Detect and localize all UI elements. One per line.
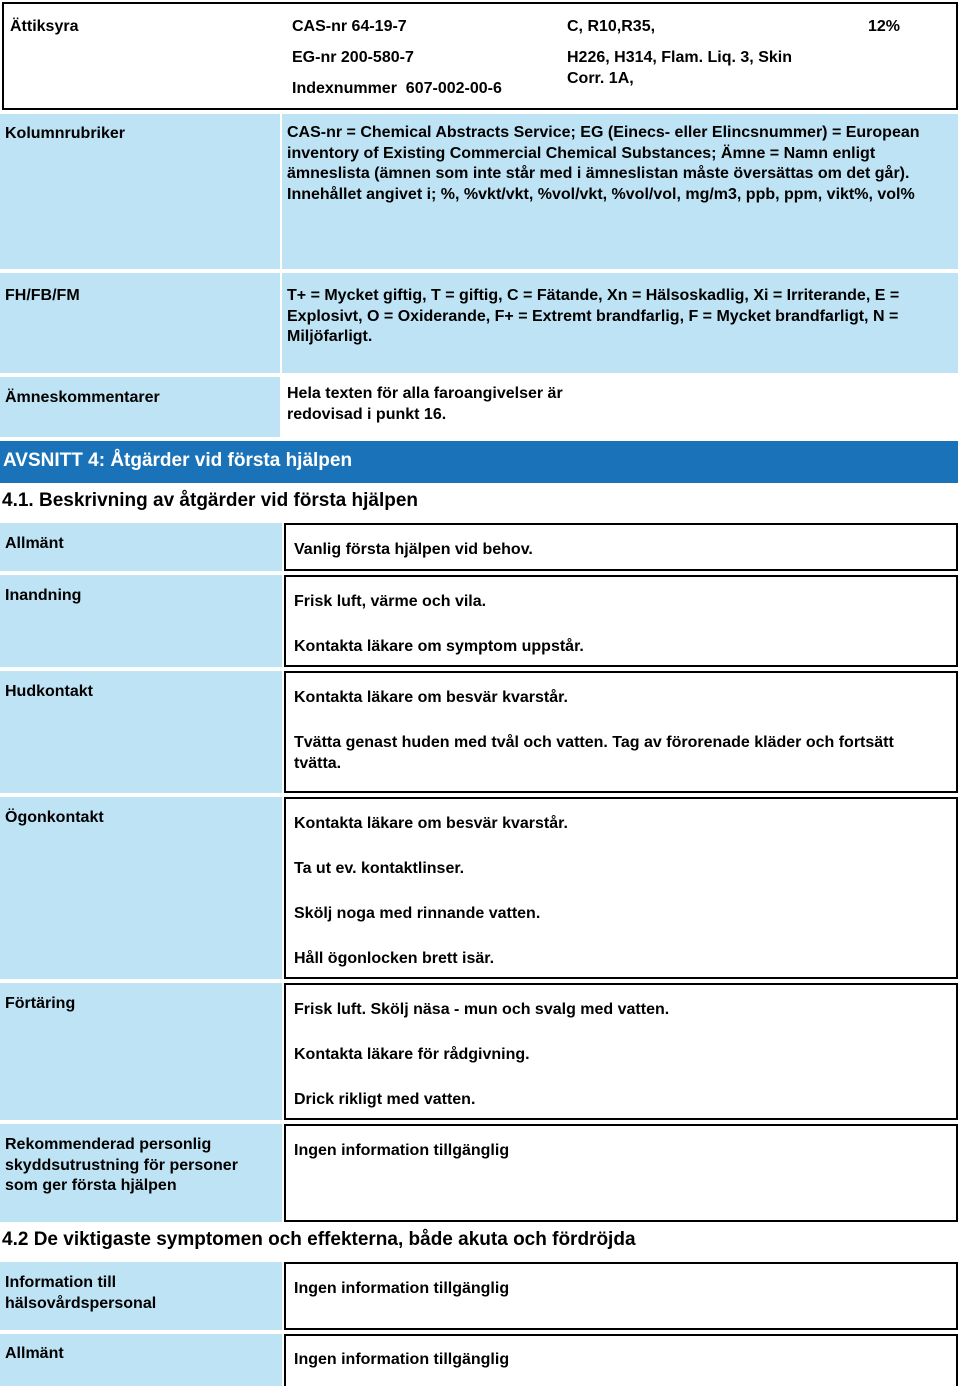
fh-text: T+ = Mycket giftig, T = giftig, C = Fätande, Xn = Hälsoskadlig, Xi = Irriterande, E = Explosivt, O = Oxiderande, F+ = Extremt brandfarlig, F = Mycket brandfarligt, N = Miljöfarligt.	[282, 273, 958, 373]
eye-line-3: Skölj noga med rinnande vatten.	[294, 905, 541, 922]
eye-line-4: Håll ögonlocken brett isär.	[294, 950, 495, 967]
classification-line-1: C, R10,R35,	[567, 18, 656, 35]
eye-line-1: Kontakta läkare om besvär kvarstår.	[294, 815, 568, 832]
section-4-heading: AVSNITT 4: Åtgärder vid första hjälpen	[0, 441, 958, 483]
columns-label: Kolumnrubriker	[0, 114, 280, 269]
row-label-ppe: Rekommenderad personlig skyddsutrustning för personer som ger första hjälpen	[0, 1124, 282, 1222]
row-value-health-personnel	[284, 1262, 958, 1330]
skin-line-2: Tvätta genast huden med tvål och vatten. Tag av förorenade kläder och fortsätt tvätta.	[294, 734, 894, 772]
eye-line-2: Ta ut ev. kontaktlinser.	[294, 860, 465, 877]
general-2-line-1: Ingen information tillgänglig	[294, 1351, 510, 1368]
substance-name: Ättiksyra	[10, 18, 79, 35]
ingestion-line-2: Kontakta läkare för rådgivning.	[294, 1046, 530, 1063]
row-value-eye	[284, 797, 958, 979]
comments-label: Ämneskommentarer	[0, 377, 280, 437]
row-label-health-personnel: Information till hälsovårdspersonal	[0, 1262, 282, 1330]
ppe-line-1: Ingen information tillgänglig	[294, 1142, 510, 1159]
row-label-skin: Hudkontakt	[0, 671, 282, 793]
row-label-eye: Ögonkontakt	[0, 797, 282, 979]
general-line-1: Vanlig första hjälpen vid behov.	[294, 541, 533, 558]
ingestion-line-1: Frisk luft. Skölj näsa - mun och svalg med vatten.	[294, 1001, 670, 1018]
row-value-ingestion	[284, 983, 958, 1120]
ingestion-line-3: Drick rikligt med vatten.	[294, 1091, 476, 1108]
substance-row	[2, 2, 958, 110]
subsection-4-1-title: 4.1. Beskrivning av åtgärder vid första hjälpen	[2, 490, 419, 511]
classification-line-2: H226, H314, Flam. Liq. 3, Skin	[567, 49, 792, 66]
concentration-percent: 12%	[868, 18, 901, 35]
health-personnel-line-1: Ingen information tillgänglig	[294, 1280, 510, 1297]
row-value-general-2	[284, 1334, 958, 1386]
row-label-ingestion: Förtäring	[0, 983, 282, 1120]
row-value-general	[284, 523, 958, 571]
comments-text: Hela texten för alla faroangivelser är redovisad i punkt 16.	[287, 385, 563, 423]
fh-label: FH/FB/FM	[0, 273, 280, 373]
row-label-general: Allmänt	[0, 523, 282, 571]
row-label-inhalation: Inandning	[0, 575, 282, 667]
row-value-skin	[284, 671, 958, 793]
classification-line-3: Corr. 1A,	[567, 70, 634, 87]
subsection-4-2-title: 4.2 De viktigaste symptomen och effekterna, både akuta och fördröjda	[2, 1229, 636, 1250]
inhalation-line-2: Kontakta läkare om symptom uppstår.	[294, 638, 584, 655]
skin-line-1: Kontakta läkare om besvär kvarstår.	[294, 689, 568, 706]
row-value-inhalation	[284, 575, 958, 667]
index-number: Indexnummer 607-002-00-6	[292, 80, 502, 97]
inhalation-line-1: Frisk luft, värme och vila.	[294, 593, 487, 610]
eg-number: EG-nr 200-580-7	[292, 49, 414, 66]
row-label-general-2: Allmänt	[0, 1334, 282, 1386]
cas-number: CAS-nr 64-19-7	[292, 18, 407, 35]
row-value-ppe	[284, 1124, 958, 1222]
columns-text: CAS-nr = Chemical Abstracts Service; EG (Einecs- eller Elincsnummer) = European inventory of Existing Commercial Chemical Substances; Ämne = Namn enligt ämneslista (ämnen som inte står med i ämneslistan måste översättas om det går). Innehållet angivet i; %, %vkt/vkt, %vol/vkt, %vol/vol, mg/m3, ppb, ppm, vikt%, vol%	[282, 114, 958, 269]
